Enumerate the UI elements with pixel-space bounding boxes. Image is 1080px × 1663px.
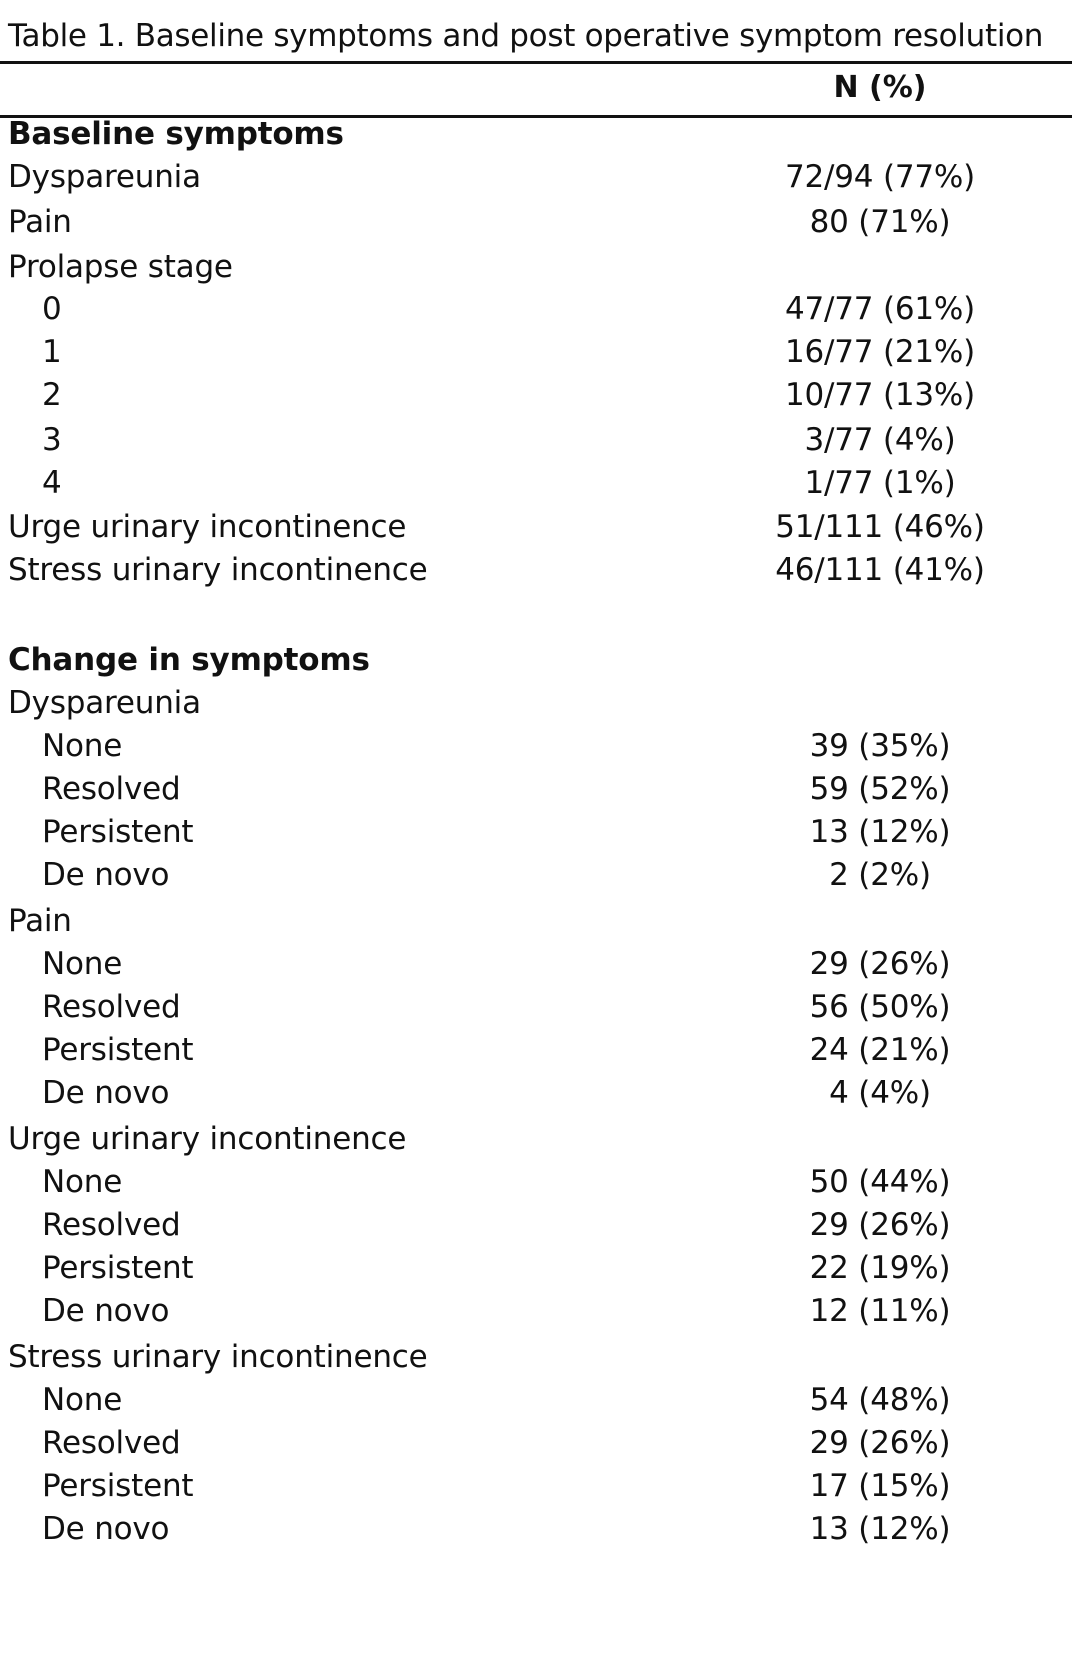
row-label: Resolved [42, 1207, 181, 1243]
row-label: None [42, 946, 123, 982]
table-row [0, 373, 1080, 417]
row-value: 51/111 (46%) [775, 509, 985, 545]
table-row [0, 287, 1080, 331]
table-row [0, 1289, 1080, 1333]
row-label: Resolved [42, 1425, 181, 1461]
row-label: 1 [42, 334, 62, 370]
table-row [0, 810, 1080, 854]
row-label: 2 [42, 377, 62, 413]
row-value: 13 (12%) [809, 1511, 951, 1547]
row-label: Persistent [42, 1250, 194, 1286]
table-row [0, 681, 1080, 725]
row-value: 16/77 (21%) [784, 334, 976, 370]
row-value: 46/111 (41%) [775, 552, 985, 588]
table-row [0, 1464, 1080, 1508]
row-value: 1/77 (1%) [804, 465, 956, 501]
table-caption: Table 1. Baseline symptoms and post operative symptom resolution [8, 18, 1044, 54]
row-label: De novo [42, 1511, 170, 1547]
top-rule [0, 61, 1072, 64]
row-value: 50 (44%) [809, 1164, 951, 1200]
row-label: 0 [42, 291, 62, 327]
table-row [0, 767, 1080, 811]
row-label: None [42, 1382, 123, 1418]
table-row [0, 200, 1080, 244]
table-row [0, 245, 1080, 289]
row-label: Pain [8, 903, 72, 939]
row-value: 29 (26%) [809, 946, 951, 982]
row-value: 13 (12%) [809, 814, 951, 850]
column-header: N (%) [833, 70, 927, 105]
row-label: Stress urinary incontinence [8, 552, 428, 588]
row-value: 2 (2%) [829, 857, 931, 893]
row-label: Stress urinary incontinence [8, 1339, 428, 1375]
row-label: None [42, 728, 123, 764]
table-row [0, 1028, 1080, 1072]
row-label: Urge urinary incontinence [8, 509, 407, 545]
table-row [0, 985, 1080, 1029]
row-value: 3/77 (4%) [804, 422, 956, 458]
row-label: Persistent [42, 1468, 194, 1504]
table-row [0, 1335, 1080, 1379]
table-row [0, 1246, 1080, 1290]
row-value: 17 (15%) [809, 1468, 951, 1504]
row-label: De novo [42, 857, 170, 893]
table-row [0, 1160, 1080, 1204]
row-label: Dyspareunia [8, 685, 201, 721]
table-row [0, 1421, 1080, 1465]
row-label: Prolapse stage [8, 249, 233, 285]
table-row [0, 899, 1080, 943]
row-value: 80 (71%) [809, 204, 951, 240]
row-value: 59 (52%) [809, 771, 951, 807]
section-heading: Baseline symptoms [8, 116, 344, 152]
row-label: Resolved [42, 771, 181, 807]
row-value: 12 (11%) [809, 1293, 951, 1329]
row-value: 56 (50%) [809, 989, 951, 1025]
row-label: Persistent [42, 1032, 194, 1068]
row-value: 47/77 (61%) [784, 291, 976, 327]
table-row [0, 330, 1080, 374]
row-label: De novo [42, 1075, 170, 1111]
table-row [0, 1117, 1080, 1161]
row-value: 22 (19%) [809, 1250, 951, 1286]
table-row [0, 155, 1080, 199]
row-value: 24 (21%) [809, 1032, 951, 1068]
row-label: 4 [42, 465, 62, 501]
row-value: 54 (48%) [809, 1382, 951, 1418]
row-label: Dyspareunia [8, 159, 201, 195]
row-label: Urge urinary incontinence [8, 1121, 407, 1157]
row-value: 39 (35%) [809, 728, 951, 764]
row-label: Persistent [42, 814, 194, 850]
row-label: Resolved [42, 989, 181, 1025]
row-label: Pain [8, 204, 72, 240]
table-row [0, 1378, 1080, 1422]
row-value: 4 (4%) [829, 1075, 931, 1111]
section-heading-row [0, 638, 1080, 682]
row-label: De novo [42, 1293, 170, 1329]
table-row [0, 548, 1080, 592]
row-label: 3 [42, 422, 62, 458]
section-heading: Change in symptoms [8, 642, 370, 678]
table-row [0, 461, 1080, 505]
row-value: 29 (26%) [809, 1425, 951, 1461]
table-row [0, 1203, 1080, 1247]
row-value: 29 (26%) [809, 1207, 951, 1243]
table-row [0, 505, 1080, 549]
table-row [0, 1507, 1080, 1551]
table-row [0, 853, 1080, 897]
row-value: 10/77 (13%) [784, 377, 976, 413]
row-value: 72/94 (77%) [784, 159, 976, 195]
table-row [0, 1071, 1080, 1115]
table-row [0, 418, 1080, 462]
table-row [0, 942, 1080, 986]
row-label: None [42, 1164, 123, 1200]
section-heading-row [0, 112, 1080, 156]
table-row [0, 724, 1080, 768]
